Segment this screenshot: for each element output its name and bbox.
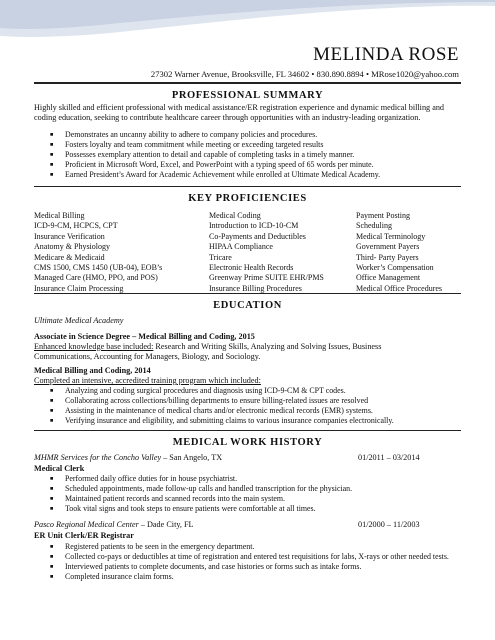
list-item: ■ Fosters loyalty and team commitment while meeting or exceeding targeted results	[50, 140, 470, 150]
proficiencies-column-1	[34, 211, 162, 294]
summary-heading: PROFESSIONAL SUMMARY	[171, 90, 324, 101]
list-item: ■ Analyzing and coding surgical procedures and diagnosis using ICD-9-CM & CPT codes.	[50, 386, 470, 396]
list-item: Insurance Verification	[34, 231, 105, 241]
list-item: ■ Demonstrates an uncanny ability to adhere to company policies and procedures.	[50, 130, 470, 140]
list-item: ■ Earned President’s Award for Academic Achievement while enrolled at Ultimate Medical Academy.	[50, 170, 470, 180]
job-role: ER Unit Clerk/ER Registrar	[34, 531, 134, 540]
job-location: – San Angelo, TX	[161, 453, 223, 462]
list-item: ■ Possesses exemplary attention to detail and capable of completing tasks in a timely manner.	[50, 150, 470, 160]
job-bullets	[50, 474, 470, 514]
certificate-details-label: Completed an intensive, accredited training program which included:	[34, 376, 261, 385]
list-item: Office Management	[356, 273, 421, 283]
list-item: ■ Took vital signs and took steps to ensure patients were comfortable at all times.	[50, 504, 470, 514]
list-item: ■ Interviewed patients to complete documents, and case histories or forms such as intake forms.	[50, 562, 460, 572]
job-bullets	[50, 542, 460, 582]
job-employer: Pasco Regional Medical Center	[34, 520, 139, 529]
education-bullets	[50, 386, 470, 426]
job-employer-line	[34, 453, 222, 463]
list-item: Medical Billing	[34, 211, 85, 220]
education-heading: EDUCATION	[213, 300, 282, 311]
work-history-heading: MEDICAL WORK HISTORY	[172, 437, 323, 448]
list-item: ICD-9-CM, HCPCS, CPT	[34, 221, 118, 231]
section-divider	[34, 186, 461, 187]
list-item: Insurance Billing Procedures	[209, 283, 302, 293]
job-dates: 01/2011 – 03/2014	[358, 453, 420, 462]
certificate-title: Medical Billing and Coding, 2014	[34, 366, 151, 375]
list-item: ■ Scheduled appointments, made follow-up calls and handled transcription for the physician.	[50, 484, 470, 494]
job-employer: MHMR Services for the Concho Valley	[34, 453, 162, 462]
list-item: Anatomy & Physiology	[34, 242, 111, 252]
degree-details-text: Research and Writing Skills, Analyzing and Solving Issues, Business	[153, 342, 382, 351]
job-location: – Dade City, FL	[138, 520, 194, 529]
job-role: Medical Clerk	[34, 464, 85, 473]
list-item: ■ Verifying insurance and eligibility, and submitting claims to various insurance companies electronically.	[50, 416, 470, 426]
list-item: ■ Collaborating across collections/billing departments to ensure billing-related issues are resolved	[50, 396, 470, 406]
list-item: ■ Collected co-pays or deductibles at time of registration and entered test requisitions for labs, X-rays or other needed tests.	[50, 552, 460, 562]
section-divider	[34, 293, 461, 294]
proficiencies-column-3	[356, 211, 442, 294]
list-item: Payment Posting	[356, 211, 411, 220]
list-item: CMS 1500, CMS 1450 (UB-04), EOB’s	[34, 263, 163, 273]
proficiencies-column-2	[209, 211, 324, 294]
list-item: Co-Payments and Deductibles	[209, 231, 306, 241]
list-item: ■ Performed daily office duties for in house psychiatrist.	[50, 474, 470, 484]
section-divider	[34, 430, 461, 431]
list-item: Tricare	[209, 252, 232, 262]
list-item: Third- Party Payers	[356, 252, 419, 262]
degree-details-line	[34, 342, 381, 352]
list-item: ■ Proficient in Microsoft Word, Excel, and PowerPoint with a typing speed of 65 words per minute.	[50, 160, 470, 170]
proficiencies-heading: KEY PROFICIENCIES	[188, 193, 307, 204]
list-item: Insurance Claim Processing	[34, 283, 124, 293]
summary-bullets	[50, 130, 470, 180]
list-item: ■ Completed insurance claim forms.	[50, 572, 460, 582]
degree-details-continued: Communications, Accounting for Managers, Biology, and Sociology.	[34, 352, 261, 361]
job-dates: 01/2000 – 11/2003	[358, 520, 420, 529]
list-item: Electronic Health Records	[209, 263, 294, 273]
list-item: Scheduling	[356, 221, 392, 231]
degree-title: Associate in Science Degree – Medical Billing and Coding, 2015	[34, 332, 255, 341]
candidate-name: MELINDA ROSE	[313, 44, 459, 65]
list-item: Government Payers	[356, 242, 420, 252]
header-divider	[34, 82, 461, 84]
list-item: Medical Office Procedures	[356, 283, 443, 293]
summary-text: Highly skilled and efficient professional with medical assistance/ER registration experience and dynamic medical billing and coding education, seeking to contribute healthcare career through opportunities with an industry-leading organization.	[34, 103, 445, 123]
job-employer-line	[34, 520, 194, 530]
list-item: Worker’s Compensation	[356, 263, 434, 273]
list-item: Managed Care (HMO, PPO, and POS)	[34, 273, 158, 283]
list-item: ■ Assisting in the maintenance of medical charts and/or electronic medical records (EMR) systems.	[50, 406, 470, 416]
degree-details-label: Enhanced knowledge base included:	[34, 342, 154, 351]
list-item: HIPAA Compliance	[209, 242, 273, 252]
school-name: Ultimate Medical Academy	[34, 316, 124, 325]
list-item: ■ Registered patients to be seen in the emergency department.	[50, 542, 460, 552]
list-item: Medical Coding	[209, 211, 261, 220]
list-item: Medical Terminology	[356, 231, 426, 241]
list-item: Greenway Prime SUITE EHR/PMS	[209, 273, 324, 283]
contact-line: 27302 Warner Avenue, Brooksville, FL 34602 • 830.890.8894 • MRose1020@yahoo.com	[150, 69, 459, 79]
list-item: Introduction to ICD-10-CM	[209, 221, 299, 231]
list-item: Medicare & Medicaid	[34, 252, 105, 262]
list-item: ■ Maintained patient records and scanned records into the main system.	[50, 494, 470, 504]
